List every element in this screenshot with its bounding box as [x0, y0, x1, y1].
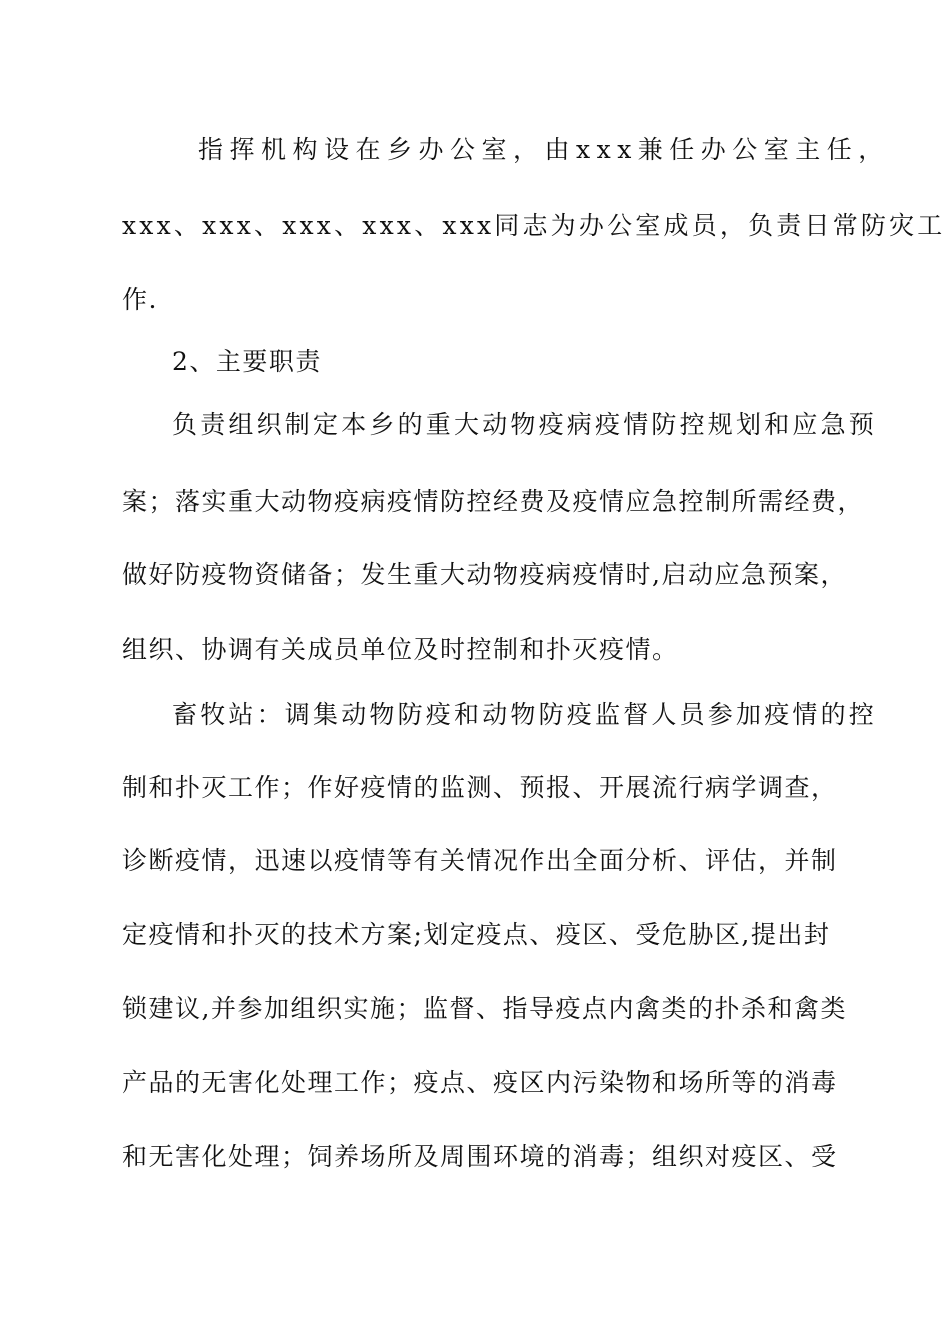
text-line: 定疫情和扑灭的技术方案;划定疫点、疫区、受危胁区,提出封: [122, 920, 831, 949]
text-line: 作.: [122, 285, 158, 314]
text-line: 产品的无害化处理工作；疫点、疫区内污染物和场所等的消毒: [122, 1068, 838, 1097]
text-line: 和无害化处理；饲养场所及周围环境的消毒；组织对疫区、受: [122, 1142, 838, 1171]
text-line: 诊断疫情，迅速以疫情等有关情况作出全面分析、评估，并制: [122, 846, 838, 875]
text-line: 做好防疫物资储备；发生重大动物疫病疫情时,启动应急预案，: [122, 560, 847, 589]
text-line: 组织、协调有关成员单位及时控制和扑灭疫情。: [122, 635, 679, 664]
text-line: 案；落实重大动物疫病疫情防控经费及疫情应急控制所需经费，: [122, 487, 865, 516]
text-line: 指挥机构设在乡办公室，由xxx兼任办公室主任，: [198, 135, 890, 164]
text-line: 畜牧站：调集动物防疫和动物防疫监督人员参加疫情的控: [172, 700, 878, 729]
text-line: 负责组织制定本乡的重大动物疫病疫情防控规划和应急预: [172, 410, 878, 439]
text-line: 锁建议,并参加组织实施；监督、指导疫点内禽类的扑杀和禽类: [122, 994, 847, 1023]
text-line: 制和扑灭工作；作好疫情的监测、预报、开展流行病学调查，: [122, 773, 838, 802]
section-heading: 2、主要职责: [172, 347, 322, 376]
text-line: xxx、xxx、xxx、xxx、xxx同志为办公室成员，负责日常防灾工: [122, 211, 946, 240]
